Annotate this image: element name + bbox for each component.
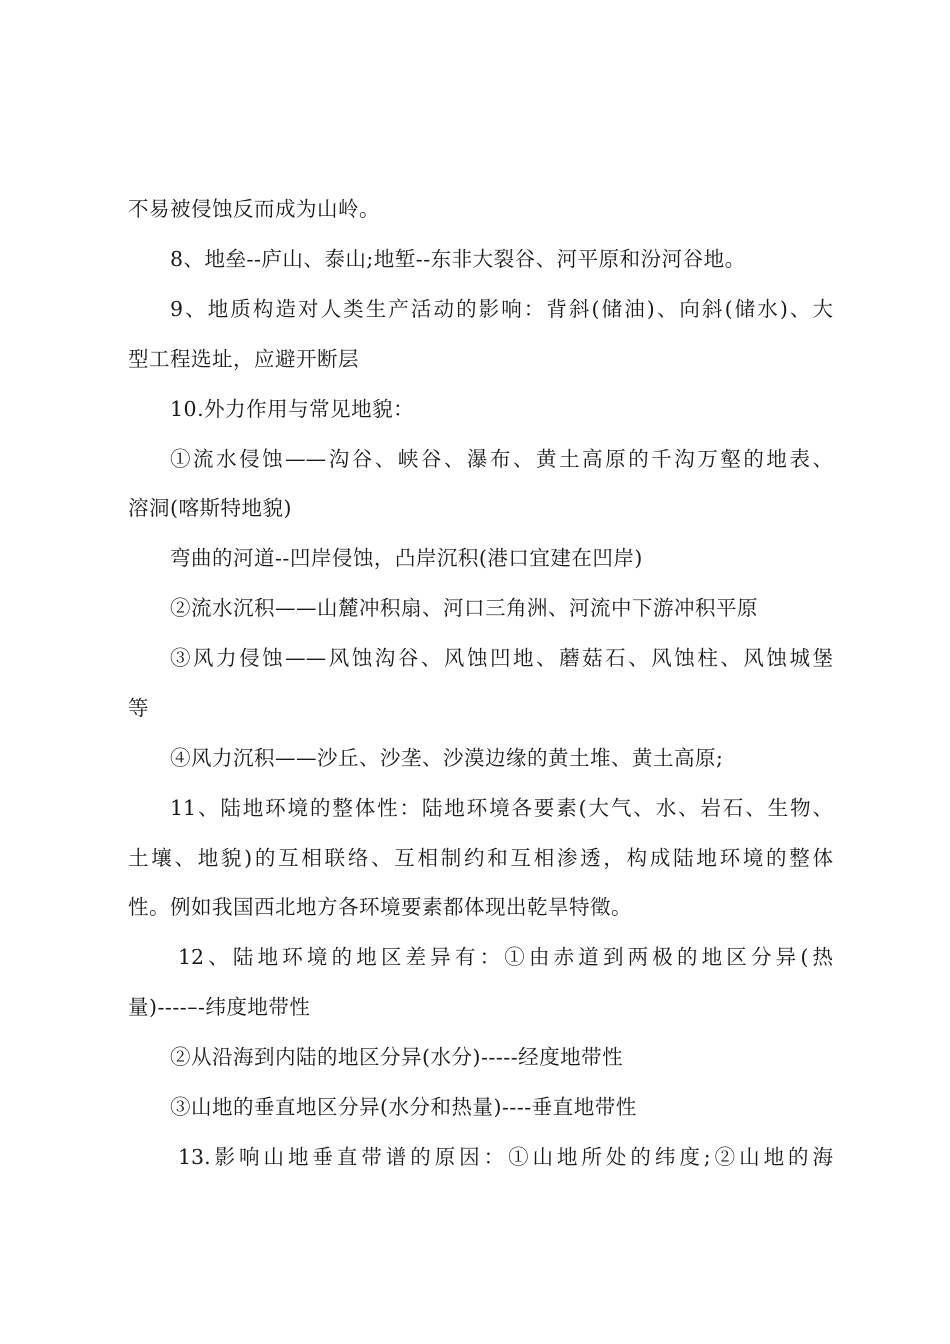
text-line-5: 10.外力作用与常见地貌： (170, 397, 415, 421)
text-line-16: 12、陆地环境的地区差异有：①由赤道到两极的地区分异(热 (178, 945, 833, 969)
text-line-9: ②流水沉积——山麓冲积扇、河口三角洲、河流中下游冲积平原 (170, 596, 758, 620)
text-line-8: 弯曲的河道--凹岸侵蚀，凸岸沉积(港口宜建在凹岸) (170, 546, 643, 570)
text-line-11: 等 (128, 696, 149, 720)
text-line-10: ③风力侵蚀——风蚀沟谷、风蚀凹地、蘑菇石、风蚀柱、风蚀城堡 (170, 646, 833, 670)
text-line-18: ②从沿海到内陆的地区分异(水分)-----经度地带性 (170, 1045, 624, 1069)
text-line-13: 11、陆地环境的整体性：陆地环境各要素(大气、水、岩石、生物、 (170, 796, 833, 820)
text-line-15: 性。例如我国西北地方各环境要素都体现出乾旱特徵。 (128, 895, 632, 919)
text-line-6: ①流水侵蚀——沟谷、峡谷、瀑布、黄土高原的千沟万壑的地表、 (170, 447, 833, 471)
text-line-20: 13.影响山地垂直带谱的原因：①山地所处的纬度;②山地的海 (178, 1145, 833, 1169)
text-line-7: 溶洞(喀斯特地貌) (128, 496, 292, 520)
text-line-1: 不易被侵蚀反而成为山岭。 (128, 197, 380, 221)
text-line-14: 土壤、地貌)的互相联络、互相制约和互相渗透，构成陆地环境的整体 (128, 846, 833, 870)
text-line-17: 量)----–-纬度地带性 (128, 995, 311, 1019)
text-line-4: 型工程选址，应避开断层 (128, 347, 359, 371)
text-line-2: 8、地垒--庐山、泰山;地堑--东非大裂谷、河平原和汾河谷地。 (170, 247, 746, 271)
text-line-19: ③山地的垂直地区分异(水分和热量)----垂直地带性 (170, 1095, 637, 1119)
text-line-3: 9、地质构造对人类生产活动的影响：背斜(储油)、向斜(储水)、大 (170, 297, 833, 321)
text-line-12: ④风力沉积——沙丘、沙垄、沙漠边缘的黄土堆、黄土高原; (170, 746, 724, 770)
